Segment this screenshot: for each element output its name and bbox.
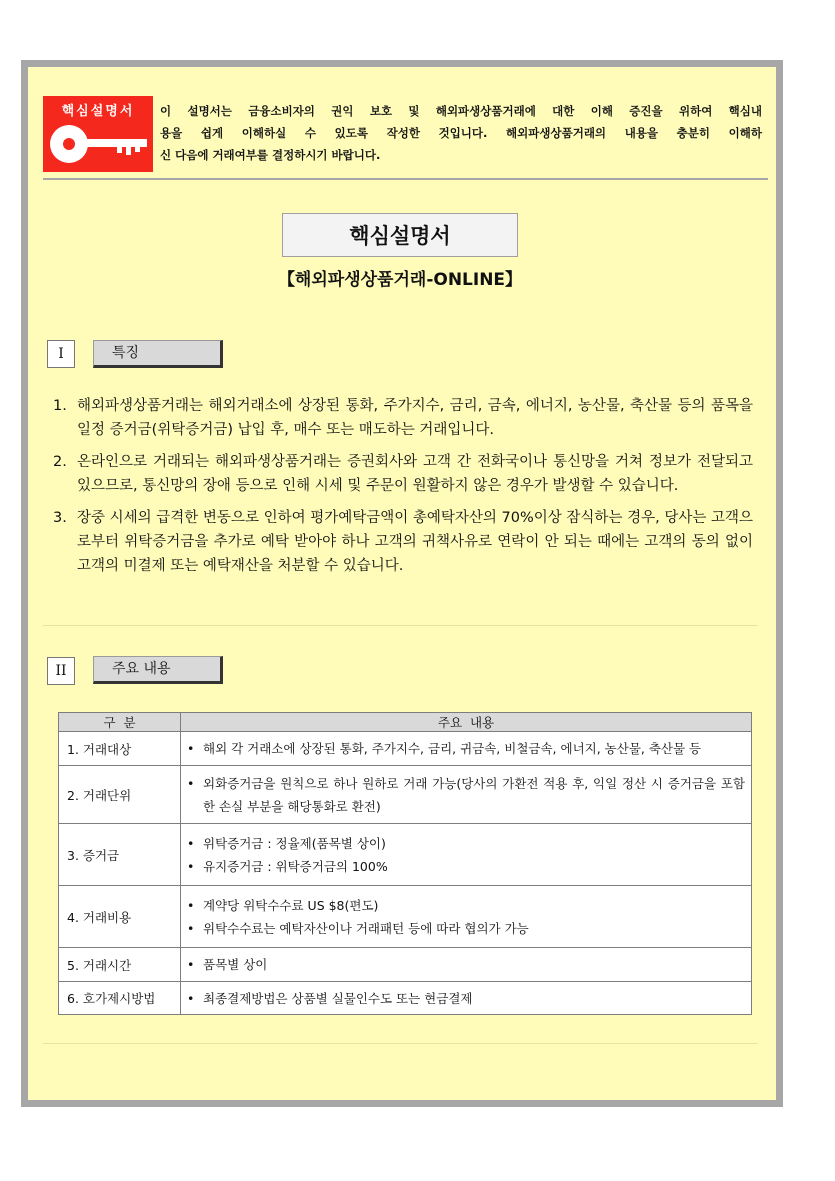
section-divider [43,1043,758,1044]
item-number: 1. [53,398,67,414]
item-text: 장중 시세의 급격한 변동으로 인하여 평가예탁금액이 총예탁자산의 70%이상 잠식하는 경우, 당사는 고객으로부터 위탁증거금을 추가로 예탁 받아야 하나 고객의 귀책사유로 연락이 안 되는 때에는 고객의 동의 없이 고객의 미결제 또는 예탁재산을 처분할 수 있습니다. [77,510,753,574]
row-category: 6. 호가제시방법 [59,982,181,1015]
list-item [53,506,753,578]
table-row [59,948,752,982]
item-text: 온라인으로 거래되는 해외파생상품거래는 증권회사와 고객 간 전화국이나 통신망을 거쳐 정보가 전달되고 있으므로, 통신망의 장애 등으로 인해 시세 및 주문이 원활하지 않은 경우가 발생할 수 있습니다. [77,454,753,494]
bullet-item: • 해외 각 거래소에 상장된 통화, 주가지수, 금리, 귀금속, 비철금속, 에너지, 농산물, 축산물 등 [187,737,745,760]
row-content [181,824,752,886]
bullet-item: • 유지증거금 : 위탁증거금의 100% [187,855,745,878]
notice-line: 신 다음에 거래여부를 결정하시기 바랍니다. [160,148,381,162]
section-number: I [47,340,75,368]
section-heading: 특징 [93,340,223,368]
row-content [181,982,752,1015]
list-item [53,450,753,498]
bullet-item: • 품목별 상이 [187,953,745,976]
notice-line: 이 설명서는 금융소비자의 권익 보호 및 해외파생상품거래에 대한 이해 증진을 위하여 핵심내 [160,104,762,118]
bullet-item: • 최종결제방법은 상품별 실물인수도 또는 현금결제 [187,987,745,1010]
badge-label: 핵심설명서 [61,104,135,119]
page-title: 핵심설명서 [282,213,518,257]
page-subtitle: 【해외파생상품거래-ONLINE】 [277,270,523,290]
table-row [59,766,752,824]
list-item [53,394,753,442]
section-heading: 주요 내용 [93,656,223,684]
column-header: 구 분 [59,713,181,732]
row-category: 3. 증거금 [59,824,181,886]
item-text: 해외파생상품거래는 해외거래소에 상장된 통화, 주가지수, 금리, 금속, 에너지, 농산물, 축산물 등의 품목을 일정 증거금(위탁증거금) 납입 후, 매수 또는 매도하는 거래입니다. [77,398,753,438]
row-content [181,948,752,982]
item-number: 3. [53,510,67,526]
row-category: 4. 거래비용 [59,886,181,948]
key-icon [47,120,149,168]
row-category: 1. 거래대상 [59,732,181,766]
bullet-item: • 위탁수수료는 예탁자산이나 거래패턴 등에 따라 협의가 가능 [187,917,745,940]
section-divider [43,625,758,626]
table-row [59,982,752,1015]
row-content [181,766,752,824]
key-summary-badge [43,96,153,172]
item-number: 2. [53,454,67,470]
section-number: II [47,657,75,685]
bullet-item: • 외화증거금을 원칙으로 하나 원하로 거래 가능(당사의 가환전 적용 후, 익일 정산 시 증거금을 포함한 손실 부분을 해당통화로 환전) [187,772,745,818]
row-content [181,732,752,766]
notice-line: 용을 쉽게 이해하실 수 있도록 작성한 것입니다. 해외파생상품거래의 내용을 충분히 이해하 [160,126,762,140]
table-header-row [59,713,752,732]
key-content-table [58,712,752,1015]
features-list [53,394,753,586]
bullet-item: • 위탁증거금 : 정율제(품목별 상이) [187,832,745,855]
column-header: 주요 내용 [181,713,752,732]
table-row [59,732,752,766]
header-notice [160,100,762,166]
table-row [59,824,752,886]
row-content [181,886,752,948]
row-category: 5. 거래시간 [59,948,181,982]
header-divider [43,178,768,180]
table-row [59,886,752,948]
bullet-item: • 계약당 위탁수수료 US $8(편도) [187,894,745,917]
row-category: 2. 거래단위 [59,766,181,824]
